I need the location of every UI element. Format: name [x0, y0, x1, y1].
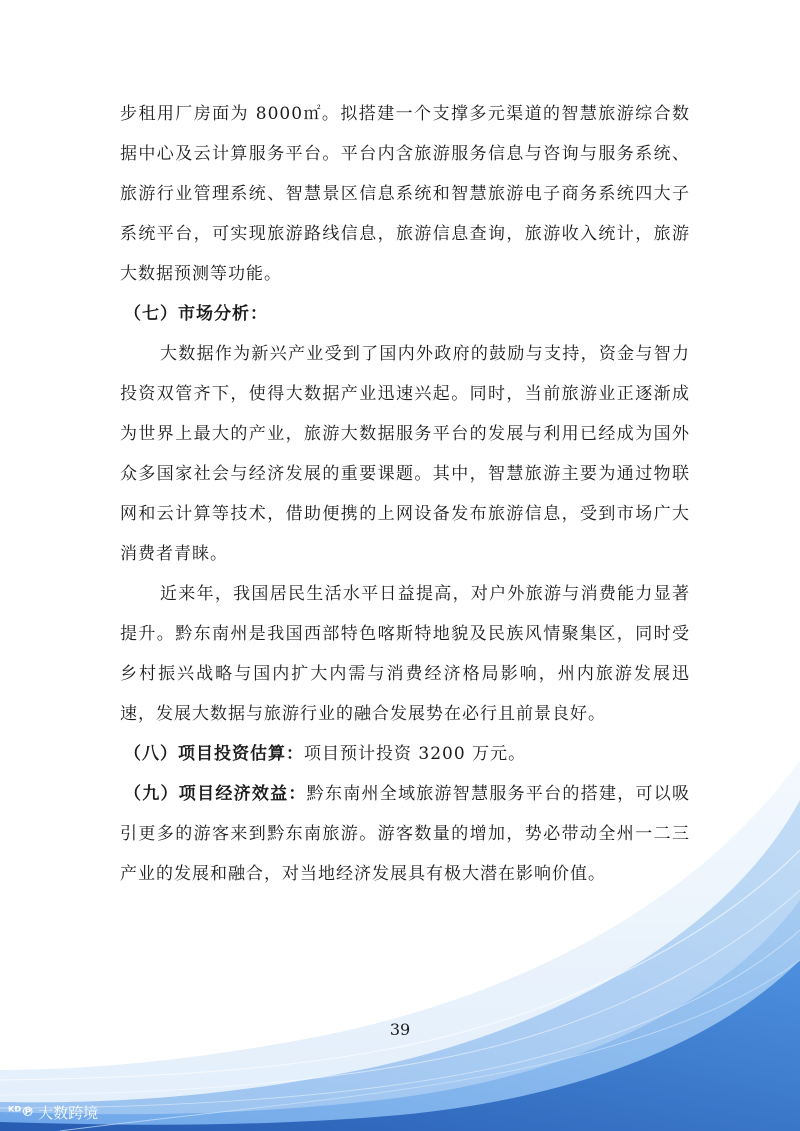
page-number: 39: [389, 1020, 411, 1039]
paragraph-platform-overview: 步租用厂房面为 8000㎡。拟搭建一个支撑多元渠道的智慧旅游综合数据中心及云计算服务平台。平台内含旅游服务信息与咨询与服务系统、旅游行业管理系统、智慧景区信息系统和智慧旅游电子商务系统四大子系统平台，可实现旅游路线信息，旅游信息查询，旅游收入统计，旅游大数据预测等功能。: [120, 104, 690, 284]
section-heading-market-analysis: （七）市场分析：: [124, 304, 268, 324]
watermark: [8, 1102, 98, 1123]
investment-text: 项目预计投资 3200 万元。: [304, 744, 527, 764]
document-body: [120, 94, 690, 894]
section-heading-economic-benefit: （九）项目经济效益：: [124, 784, 307, 804]
economic-benefit-text: 黔东南州全域旅游智慧服务平台的搭建，可以吸引更多的游客来到黔东南旅游。游客数量的增加，势必带动全州一二三产业的发展和融合，对当地经济发展具有极大潜在影响价值。: [120, 784, 691, 884]
section-heading-investment: （八）项目投资估算：: [124, 744, 304, 764]
section-economic-benefit: [120, 774, 690, 894]
watermark-logo: ᴷᴰ℗: [8, 1105, 35, 1120]
paragraph-market-analysis-1: 大数据作为新兴产业受到了国内外政府的鼓励与支持，资金与智力投资双管齐下，使得大数据产业迅速兴起。同时，当前旅游业正逐渐成为世界上最大的产业，旅游大数据服务平台的发展与利用已经成为国外众多国家社会与经济发展的重要课题。其中，智慧旅游主要为通过物联网和云计算等技术，借助便携的上网设备发布旅游信息，受到市场广大消费者青睐。: [120, 344, 690, 564]
section-investment-estimate: [120, 734, 690, 774]
paragraph-market-analysis-2: 近来年，我国居民生活水平日益提高，对户外旅游与消费能力显著提升。黔东南州是我国西部特色喀斯特地貌及民族风情聚集区，同时受乡村振兴战略与国内扩大内需与消费经济格局影响，州内旅游发展迅速，发展大数据与旅游行业的融合发展势在必行且前景良好。: [120, 584, 690, 724]
watermark-text: 大数跨境: [38, 1104, 99, 1122]
